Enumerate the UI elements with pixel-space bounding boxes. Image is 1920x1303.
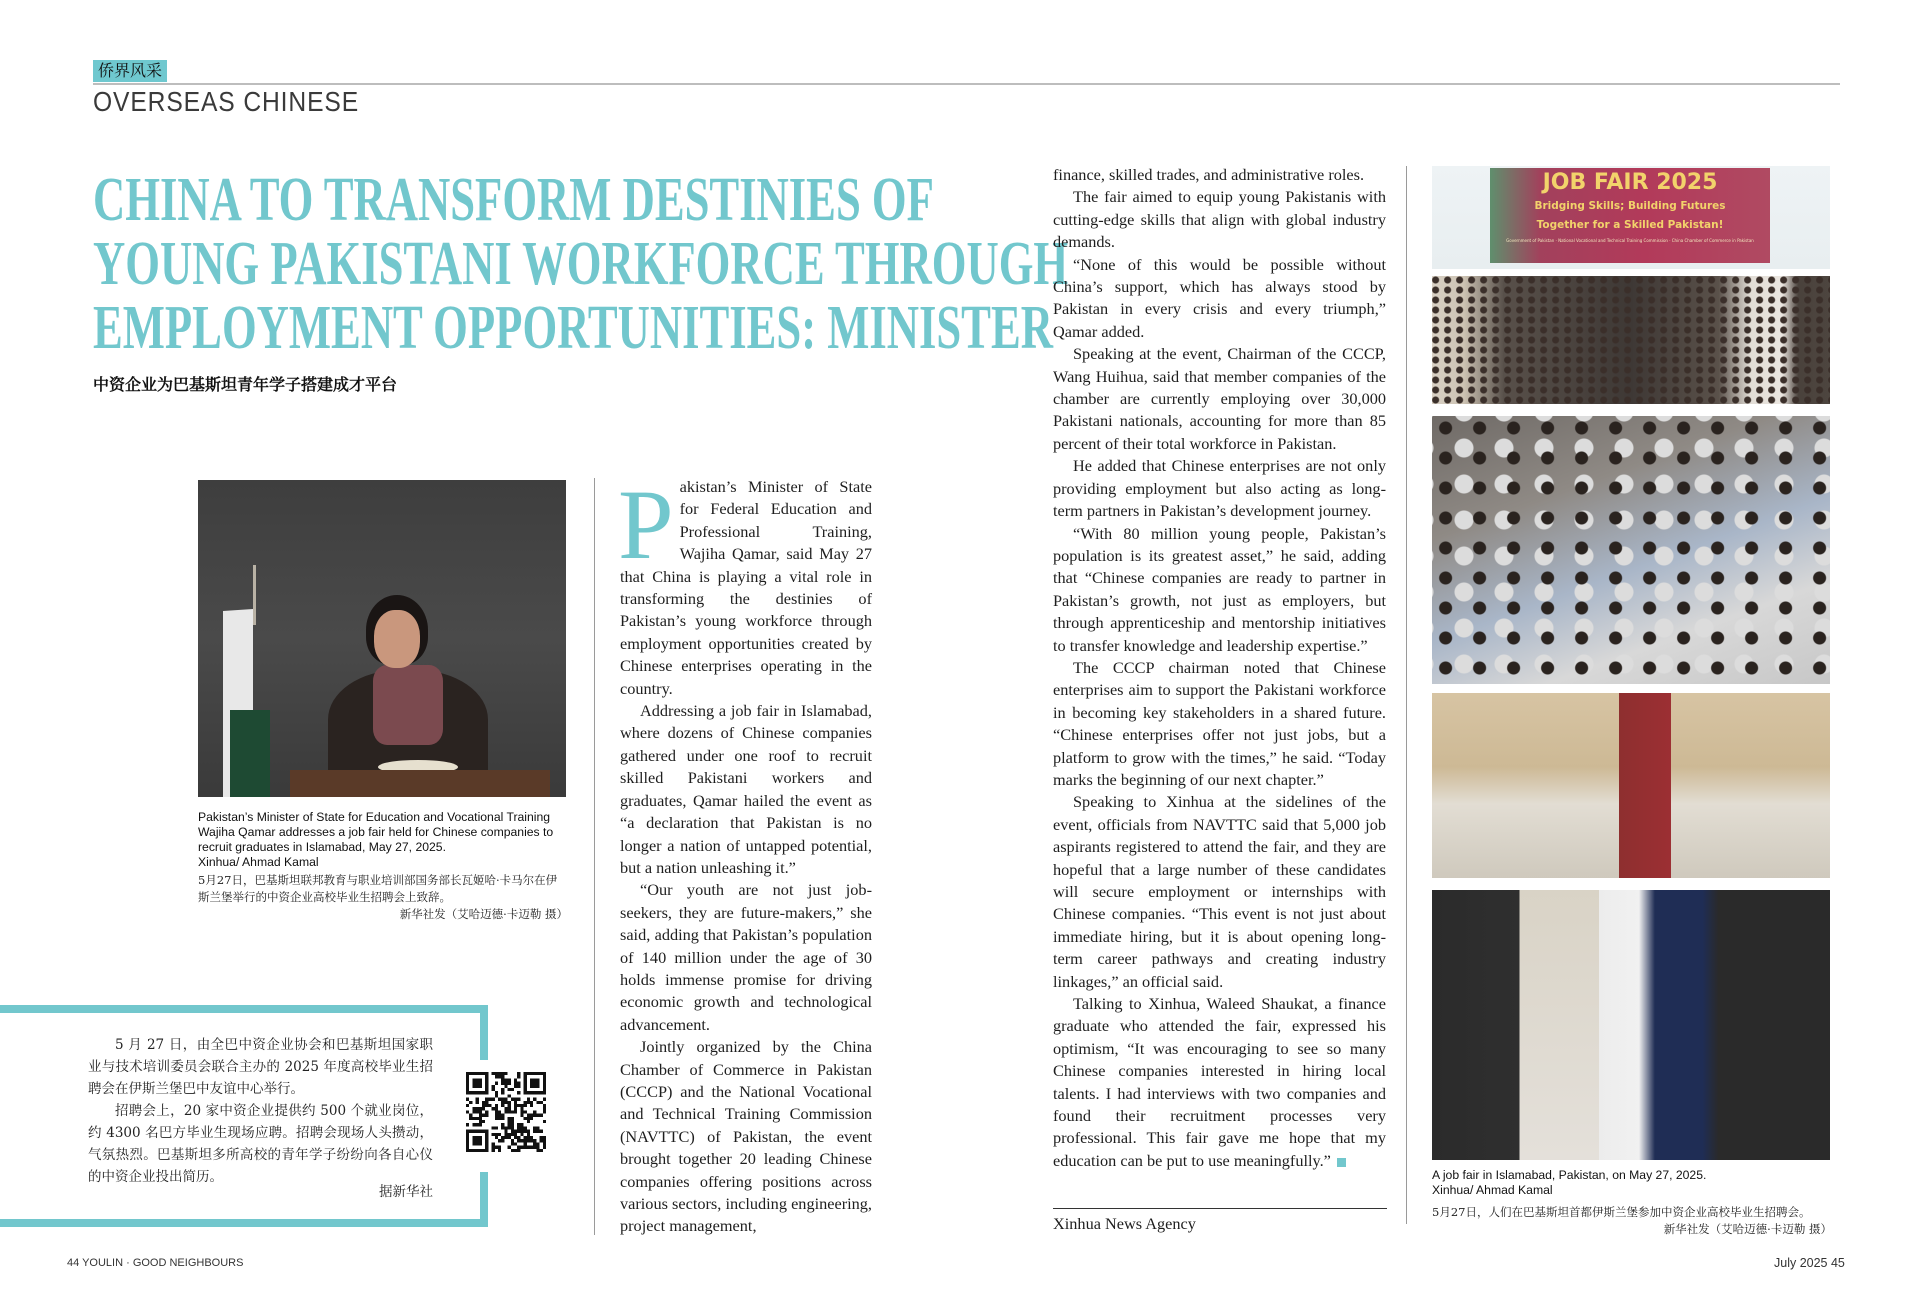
info-box-text <box>88 1034 433 1188</box>
flag-pole <box>253 565 256 625</box>
photo-crowd-hall <box>1432 276 1830 404</box>
photo-job-fair-banner <box>1432 166 1830 269</box>
photo-applicants-table <box>1432 416 1830 684</box>
photo-recruiter-conversation <box>1432 890 1830 1160</box>
folio-left: 44 YOULIN · GOOD NEIGHBOURS <box>67 1257 244 1269</box>
caption-line: Wajiha Qamar addresses a job fair held for Chinese companies to <box>198 825 554 839</box>
article-paragraph: Addressing a job fair in Islamabad, where dozens of Chinese companies gathered under one roof to recruit skilled Pakistani workers and graduates, Qamar hailed the event as “a declaration that Pakistan is no longer a nation of untapped potential, but a nation unleashing it.” <box>620 701 872 877</box>
article-paragraph: The fair aimed to equip young Pakistanis with cutting-edge skills that align with global industry demands. <box>1053 187 1386 252</box>
article-paragraph: Jointly organized by the China Chamber of Commerce in Pakistan (CCCP) and the National Vocational and Technical Training Commission (NAVTTC) of Pakistan, the event brought together 20 leading Chinese companies offering positions across various sectors, including engineering, project management, <box>620 1037 872 1236</box>
article-paragraph: The CCCP chairman noted that Chinese enterprises aim to support the Pakistani workforce in becoming key stakeholders in a shared future. “Chinese enterprises offer not just jobs, but a platform to grow with the times,” he said. “Today marks the beginning of our next chapter.” <box>1053 657 1386 789</box>
photo-left-caption-zh <box>198 872 568 923</box>
info-box-source: 据新华社 <box>379 1184 433 1200</box>
banner-line: Together for a Skilled Pakistan! <box>1536 219 1724 231</box>
article-paragraph: “With 80 million young people, Pakistan’s population is its greatest asset,” he said, adding that “Chinese companies are ready to partner in Pakistan’s growth, not just as employers, but through apprenticeship and mentorship initiatives to transfer knowledge and leadership expertise.” <box>1053 523 1386 655</box>
caption-zh-credit: 新华社发（艾哈迈德·卡迈勒 摄） <box>1663 1222 1832 1236</box>
source-rule <box>1053 1208 1387 1209</box>
info-paragraph: 5 月 27 日，由全巴中资企业协会和巴基斯坦国家职业与技术培训委员会联合主办的 2025 年度高校毕业生招聘会在伊斯兰堡巴中友谊中心举行。 <box>88 1037 433 1097</box>
headline-line: YOUNG PAKISTANI WORKFORCE THROUGH <box>93 230 1069 298</box>
section-tag: 侨界风采 <box>93 60 167 82</box>
caption-line: A job fair in Islamabad, Pakistan, on May 27, 2025. <box>1432 1168 1707 1182</box>
qr-code-icon[interactable] <box>466 1072 546 1152</box>
caption-zh-text: 5月27日，人们在巴基斯坦首都伊斯兰堡参加中资企业高校毕业生招聘会。 <box>1432 1205 1811 1219</box>
photo-left-caption <box>198 810 578 870</box>
paragraph-text: akistan’s Minister of State for Federal Education and Professional Training, Wajiha Qamar, said May 27 that China is playing a vital role in transforming the destinies of Pakistan’s young workforce through employment opportunities created by Chinese enterprises operating in the country. <box>620 477 872 698</box>
article-paragraph <box>1053 993 1386 1172</box>
article-paragraph <box>618 469 872 700</box>
caption-line: Pakistan’s Minister of State for Education and Vocational Training <box>198 810 551 824</box>
banner-line: Bridging Skills; Building Futures <box>1534 200 1726 212</box>
photo-minister-speech <box>198 480 566 797</box>
photo-booth-interview <box>1432 693 1830 878</box>
column-rule <box>1406 166 1407 1224</box>
podium <box>290 770 550 797</box>
article-column-2 <box>1053 164 1386 1172</box>
caption-credit: Xinhua/ Ahmad Kamal <box>198 855 319 869</box>
article-column-1 <box>618 469 872 1238</box>
headline-line: EMPLOYMENT OPPORTUNITIES: MINISTER <box>93 294 1053 362</box>
banner-title: JOB FAIR 2025 <box>1542 170 1718 195</box>
header-rule <box>93 83 1840 85</box>
drop-cap: P <box>618 469 674 580</box>
caption-credit: Xinhua/ Ahmad Kamal <box>1432 1183 1553 1197</box>
speaker-face <box>374 610 420 668</box>
banner-footer: Government of Pakistan · National Vocational and Technical Training Commission · China Chamber of Commerce in Pakistan <box>1506 238 1754 243</box>
caption-zh-credit: 新华社发（艾哈迈德·卡迈勒 摄） <box>399 907 568 921</box>
article-source: Xinhua News Agency <box>1053 1214 1196 1233</box>
headline-line: CHINA TO TRANSFORM DESTINIES OF <box>93 166 934 234</box>
column-rule <box>594 478 595 1235</box>
speaker-scarf <box>373 665 443 745</box>
caption-line: recruit graduates in Islamabad, May 27, 2025. <box>198 840 446 854</box>
job-fair-banner <box>1490 168 1770 263</box>
paragraph-text: Talking to Xinhua, Waleed Shaukat, a finance graduate who attended the fair, expressed his optimism, “It was encouraging to see so many Chinese companies interested in hiring local talents. I had interviews with two companies and found their recruitment processes very professional. This fair gave me hope that my education can be put to use meaningfully.” <box>1053 994 1386 1170</box>
article-paragraph: “None of this would be possible without China’s support, which has always stood by Pakistan in every crisis and every triumph,” Qamar added. <box>1053 254 1386 341</box>
article-paragraph: He added that Chinese enterprises are not only providing employment but also acting as long-term partners in Pakistan’s development journey. <box>1053 456 1386 521</box>
section-title: OVERSEAS CHINESE <box>93 86 360 117</box>
photo-right-caption-zh <box>1432 1204 1832 1238</box>
article-paragraph: Speaking to Xinhua at the sidelines of the event, officials from NAVTTC said that 5,000 job aspirants registered to attend the fair, and they are hopeful that a large number of these candidates will secure employment or internships with Chinese companies. “This event is not just about immediate hiring, but it is about opening long-term career pathways and creating industry linkages,” an official said. <box>1053 792 1386 991</box>
flag-green-field <box>230 710 270 797</box>
folio-right: July 2025 45 <box>1774 1256 1845 1270</box>
caption-zh-text: 5月27日，巴基斯坦联邦教育与职业培训部国务部长瓦姬哈·卡马尔在伊斯兰堡举行的中资企业高校毕业生招聘会上致辞。 <box>198 873 558 904</box>
info-paragraph: 招聘会上，20 家中资企业提供约 500 个就业岗位，约 4300 名巴方毕业生现场应聘。招聘会现场人头攒动，气氛热烈。巴基斯坦多所高校的青年学子纷纷向各自心仪的中资企业投出简历。 <box>88 1103 433 1185</box>
article-paragraph: finance, skilled trades, and administrative roles. <box>1053 165 1365 184</box>
headline <box>93 166 1069 362</box>
subtitle-zh: 中资企业为巴基斯坦青年学子搭建成才平台 <box>93 375 398 394</box>
photo-right-caption <box>1432 1168 1852 1198</box>
end-mark-icon <box>1337 1158 1346 1167</box>
article-paragraph: “Our youth are not just job-seekers, they are future-makers,” she said, adding that Pakistan’s population of 140 million under the age of 30 holds immense promise for driving economic growth and technological advancement. <box>620 880 872 1034</box>
article-paragraph: Speaking at the event, Chairman of the CCCP, Wang Huihua, said that member companies of the chamber are currently employing over 30,000 Pakistani nationals, accounting for more than 85 percent of their total workforce in Pakistan. <box>1053 344 1386 453</box>
